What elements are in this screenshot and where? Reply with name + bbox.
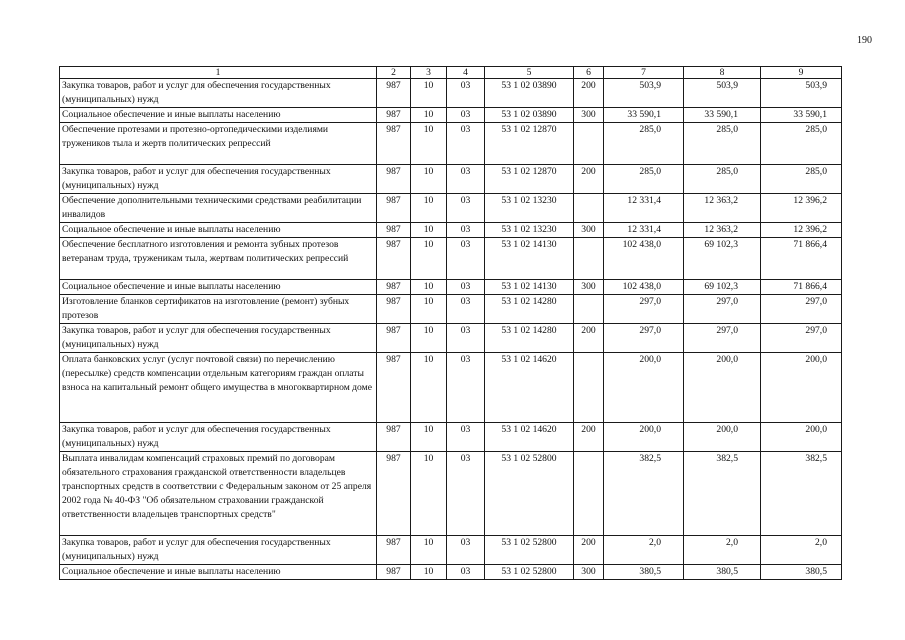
subsection-cell: 03 — [447, 324, 485, 353]
row-name-cell: Социальное обеспечение и иные выплаты населению — [60, 565, 377, 580]
table-row — [60, 565, 842, 580]
expense-type-cell: 200 — [574, 423, 604, 452]
amount-year2-cell: 12 363,2 — [684, 223, 761, 238]
amount-year3-cell: 200,0 — [761, 353, 842, 423]
row-name-cell: Социальное обеспечение и иные выплаты населению — [60, 223, 377, 238]
column-header: 8 — [684, 67, 761, 79]
row-name-cell: Закупка товаров, работ и услуг для обеспечения государственных (муниципальных) нужд — [60, 536, 377, 565]
expense-type-cell — [574, 238, 604, 280]
amount-year1-cell: 33 590,1 — [604, 108, 684, 123]
row-name-cell: Социальное обеспечение и иные выплаты населению — [60, 280, 377, 295]
amount-year2-cell: 33 590,1 — [684, 108, 761, 123]
expense-type-cell: 300 — [574, 280, 604, 295]
target-article-cell: 53 1 02 14130 — [485, 238, 574, 280]
ministry-code-cell: 987 — [377, 79, 411, 108]
row-name-cell: Закупка товаров, работ и услуг для обеспечения государственных (муниципальных) нужд — [60, 165, 377, 194]
amount-year2-cell: 285,0 — [684, 165, 761, 194]
ministry-code-cell: 987 — [377, 165, 411, 194]
section-cell: 10 — [411, 295, 447, 324]
subsection-cell: 03 — [447, 79, 485, 108]
ministry-code-cell: 987 — [377, 452, 411, 536]
amount-year3-cell: 12 396,2 — [761, 194, 842, 223]
amount-year2-cell: 200,0 — [684, 423, 761, 452]
subsection-cell: 03 — [447, 238, 485, 280]
ministry-code-cell: 987 — [377, 423, 411, 452]
amount-year3-cell: 12 396,2 — [761, 223, 842, 238]
target-article-cell: 53 1 02 03890 — [485, 108, 574, 123]
row-name-cell: Оплата банковских услуг (услуг почтовой связи) по перечислению (пересылке) средств компенсации отдельным категориям граждан оплаты взноса на капитальный ремонт общего имущества в многоквартирном доме — [60, 353, 377, 423]
expense-type-cell: 300 — [574, 565, 604, 580]
expense-type-cell: 200 — [574, 324, 604, 353]
amount-year3-cell: 503,9 — [761, 79, 842, 108]
expense-type-cell: 300 — [574, 223, 604, 238]
amount-year1-cell: 297,0 — [604, 295, 684, 324]
amount-year3-cell: 71 866,4 — [761, 280, 842, 295]
section-cell: 10 — [411, 536, 447, 565]
amount-year2-cell: 297,0 — [684, 295, 761, 324]
ministry-code-cell: 987 — [377, 324, 411, 353]
section-cell: 10 — [411, 565, 447, 580]
table-row — [60, 108, 842, 123]
amount-year2-cell: 2,0 — [684, 536, 761, 565]
table-row — [60, 238, 842, 280]
amount-year3-cell: 2,0 — [761, 536, 842, 565]
row-name-cell: Обеспечение бесплатного изготовления и ремонта зубных протезов ветеранам труда, труженикам тыла, жертвам политических репрессий — [60, 238, 377, 280]
amount-year3-cell: 297,0 — [761, 324, 842, 353]
amount-year2-cell: 69 102,3 — [684, 280, 761, 295]
subsection-cell: 03 — [447, 536, 485, 565]
column-header: 5 — [485, 67, 574, 79]
subsection-cell: 03 — [447, 353, 485, 423]
amount-year3-cell: 71 866,4 — [761, 238, 842, 280]
amount-year1-cell: 285,0 — [604, 123, 684, 165]
table-row — [60, 536, 842, 565]
amount-year1-cell: 102 438,0 — [604, 280, 684, 295]
page-number: 190 — [857, 35, 872, 46]
amount-year1-cell: 2,0 — [604, 536, 684, 565]
row-name-cell: Обеспечение протезами и протезно-ортопедическими изделиями тружеников тыла и жертв политических репрессий — [60, 123, 377, 165]
amount-year1-cell: 200,0 — [604, 423, 684, 452]
amount-year1-cell: 297,0 — [604, 324, 684, 353]
expense-type-cell — [574, 123, 604, 165]
ministry-code-cell: 987 — [377, 194, 411, 223]
expense-type-cell: 200 — [574, 165, 604, 194]
expense-type-cell: 300 — [574, 108, 604, 123]
expense-type-cell — [574, 452, 604, 536]
column-header: 9 — [761, 67, 842, 79]
expense-type-cell: 200 — [574, 79, 604, 108]
column-header: 1 — [60, 67, 377, 79]
row-name-cell: Социальное обеспечение и иные выплаты населению — [60, 108, 377, 123]
amount-year3-cell: 380,5 — [761, 565, 842, 580]
row-name-cell: Выплата инвалидам компенсаций страховых премий по договорам обязательного страхования гражданской ответственности владельцев транспортных средств в соответствии с Федеральным законом от 25 апреля 2002 года № 40-ФЗ "Об обязательном страховании гражданской ответственности владельцев транспортных средств" — [60, 452, 377, 536]
target-article-cell: 53 1 02 14280 — [485, 295, 574, 324]
amount-year1-cell: 380,5 — [604, 565, 684, 580]
ministry-code-cell: 987 — [377, 536, 411, 565]
section-cell: 10 — [411, 165, 447, 194]
amount-year1-cell: 285,0 — [604, 165, 684, 194]
expense-type-cell — [574, 353, 604, 423]
table-row — [60, 165, 842, 194]
ministry-code-cell: 987 — [377, 295, 411, 324]
subsection-cell: 03 — [447, 280, 485, 295]
table-row — [60, 295, 842, 324]
expense-type-cell — [574, 194, 604, 223]
table-row — [60, 223, 842, 238]
budget-table — [59, 66, 842, 580]
amount-year2-cell: 285,0 — [684, 123, 761, 165]
subsection-cell: 03 — [447, 565, 485, 580]
target-article-cell: 53 1 02 12870 — [485, 123, 574, 165]
amount-year2-cell: 382,5 — [684, 452, 761, 536]
column-header: 7 — [604, 67, 684, 79]
table-row — [60, 123, 842, 165]
amount-year1-cell: 200,0 — [604, 353, 684, 423]
row-name-cell: Закупка товаров, работ и услуг для обеспечения государственных (муниципальных) нужд — [60, 79, 377, 108]
section-cell: 10 — [411, 452, 447, 536]
subsection-cell: 03 — [447, 123, 485, 165]
target-article-cell: 53 1 02 52800 — [485, 452, 574, 536]
section-cell: 10 — [411, 324, 447, 353]
expense-type-cell: 200 — [574, 536, 604, 565]
subsection-cell: 03 — [447, 223, 485, 238]
target-article-cell: 53 1 02 14280 — [485, 324, 574, 353]
column-header: 3 — [411, 67, 447, 79]
section-cell: 10 — [411, 423, 447, 452]
ministry-code-cell: 987 — [377, 353, 411, 423]
amount-year3-cell: 285,0 — [761, 165, 842, 194]
ministry-code-cell: 987 — [377, 565, 411, 580]
amount-year2-cell: 503,9 — [684, 79, 761, 108]
subsection-cell: 03 — [447, 165, 485, 194]
table-row — [60, 423, 842, 452]
subsection-cell: 03 — [447, 423, 485, 452]
amount-year3-cell: 200,0 — [761, 423, 842, 452]
column-header: 4 — [447, 67, 485, 79]
amount-year3-cell: 33 590,1 — [761, 108, 842, 123]
section-cell: 10 — [411, 223, 447, 238]
subsection-cell: 03 — [447, 295, 485, 324]
table-row — [60, 194, 842, 223]
ministry-code-cell: 987 — [377, 280, 411, 295]
subsection-cell: 03 — [447, 194, 485, 223]
amount-year1-cell: 102 438,0 — [604, 238, 684, 280]
target-article-cell: 53 1 02 13230 — [485, 223, 574, 238]
table-row — [60, 353, 842, 423]
header-row — [60, 67, 842, 79]
subsection-cell: 03 — [447, 452, 485, 536]
ministry-code-cell: 987 — [377, 108, 411, 123]
row-name-cell: Закупка товаров, работ и услуг для обеспечения государственных (муниципальных) нужд — [60, 423, 377, 452]
target-article-cell: 53 1 02 14130 — [485, 280, 574, 295]
row-name-cell: Закупка товаров, работ и услуг для обеспечения государственных (муниципальных) нужд — [60, 324, 377, 353]
amount-year1-cell: 503,9 — [604, 79, 684, 108]
row-name-cell: Обеспечение дополнительными техническими средствами реабилитации инвалидов — [60, 194, 377, 223]
amount-year3-cell: 382,5 — [761, 452, 842, 536]
amount-year2-cell: 380,5 — [684, 565, 761, 580]
table-row — [60, 79, 842, 108]
target-article-cell: 53 1 02 03890 — [485, 79, 574, 108]
target-article-cell: 53 1 02 14620 — [485, 423, 574, 452]
column-header: 6 — [574, 67, 604, 79]
section-cell: 10 — [411, 79, 447, 108]
amount-year1-cell: 382,5 — [604, 452, 684, 536]
section-cell: 10 — [411, 194, 447, 223]
expense-type-cell — [574, 295, 604, 324]
target-article-cell: 53 1 02 14620 — [485, 353, 574, 423]
column-header: 2 — [377, 67, 411, 79]
target-article-cell: 53 1 02 52800 — [485, 565, 574, 580]
amount-year2-cell: 200,0 — [684, 353, 761, 423]
section-cell: 10 — [411, 238, 447, 280]
ministry-code-cell: 987 — [377, 123, 411, 165]
table-row — [60, 280, 842, 295]
section-cell: 10 — [411, 280, 447, 295]
amount-year3-cell: 297,0 — [761, 295, 842, 324]
amount-year1-cell: 12 331,4 — [604, 194, 684, 223]
amount-year1-cell: 12 331,4 — [604, 223, 684, 238]
section-cell: 10 — [411, 353, 447, 423]
ministry-code-cell: 987 — [377, 223, 411, 238]
table-row — [60, 452, 842, 536]
section-cell: 10 — [411, 108, 447, 123]
amount-year2-cell: 12 363,2 — [684, 194, 761, 223]
subsection-cell: 03 — [447, 108, 485, 123]
ministry-code-cell: 987 — [377, 238, 411, 280]
amount-year2-cell: 297,0 — [684, 324, 761, 353]
target-article-cell: 53 1 02 13230 — [485, 194, 574, 223]
table-row — [60, 324, 842, 353]
target-article-cell: 53 1 02 12870 — [485, 165, 574, 194]
amount-year2-cell: 69 102,3 — [684, 238, 761, 280]
section-cell: 10 — [411, 123, 447, 165]
amount-year3-cell: 285,0 — [761, 123, 842, 165]
row-name-cell: Изготовление бланков сертификатов на изготовление (ремонт) зубных протезов — [60, 295, 377, 324]
target-article-cell: 53 1 02 52800 — [485, 536, 574, 565]
